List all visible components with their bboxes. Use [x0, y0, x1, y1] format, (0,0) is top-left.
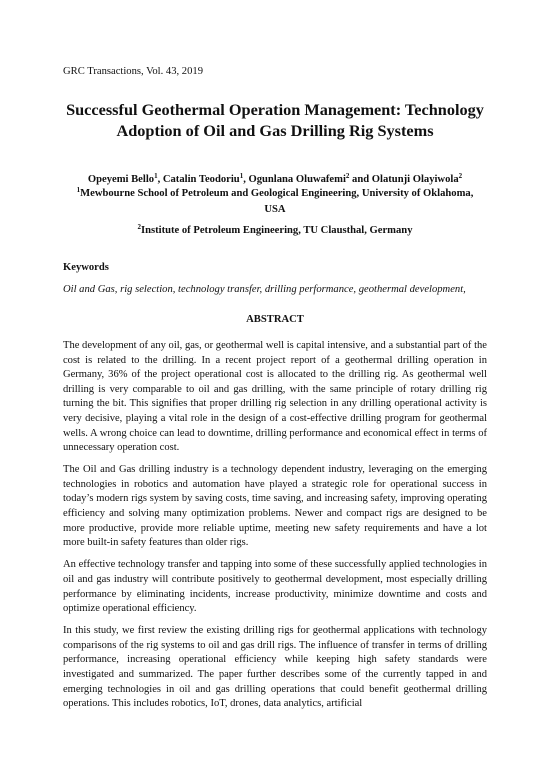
- author-list: [40, 174, 510, 185]
- affiliation-1-marker: 1: [76, 186, 81, 194]
- abstract-paragraph: In this study, we first review the existing drilling rigs for geothermal applications with technology comparisons of the rig systems to oil and gas drill rigs. The influence of transfer in terms of drilling performance, increasing operational efficiency while keeping high safety standards were investigated and summarized. The paper further describes some of the currently tapped in and emerging technologies in oil and gas drilling operations that could benefit geothermal drilling operations. This includes robotics, IoT, drones, data analytics, artificial: [63, 625, 487, 710]
- author-name: Olatunji Olayiwola: [371, 174, 459, 185]
- author-separator: ,: [157, 174, 163, 185]
- author-affiliation-marker: 2: [345, 172, 350, 180]
- affiliation-1-text: Mewbourne School of Petroleum and Geological Engineering, University of Oklahoma, USA: [80, 188, 474, 215]
- affiliation-2: [70, 223, 480, 239]
- author-name: Ogunlana Oluwafemi: [248, 174, 346, 185]
- affiliation-2-marker: 2: [137, 223, 141, 231]
- author-separator: and: [349, 174, 372, 185]
- affiliation-2-text: Institute of Petroleum Engineering, TU Clausthal, Germany: [140, 225, 413, 236]
- abstract-paragraph: An effective technology transfer and tapping into some of these successfully applied technologies in oil and gas industry will contribute positively to geothermal development, most especially drilling performance by eliminating incidents, increase productivity, minimize downtime and costs and optimize operational efficiency.: [63, 559, 487, 615]
- abstract-paragraph: The development of any oil, gas, or geothermal well is capital intensive, and a substantial part of the cost is related to the drilling. In a recent project report of a geothermal drilling operation in Germany, 36% of the project operational cost is allocated to the drilling rig. As geothermal well drilling is very comparable to oil and gas drilling, with the same principle of rotary drilling rig turning the bit. This signifies that proper drilling rig selection in any drilling operational activity is very decisive, playing a vital role in the design of a cost-effective drilling program for geothermal wells. A wrong choice can lead to downtime, drilling performance and economical effect in terms of unnecessary operation cost.: [63, 340, 487, 454]
- paper-title: Successful Geothermal Operation Management: Technology Adoption of Oil and Gas Drilling Rig Systems: [66, 100, 484, 140]
- author-name: Catalin Teodoriu: [162, 174, 240, 185]
- abstract-heading: ABSTRACT: [246, 314, 304, 325]
- author-name: Opeyemi Bello: [87, 174, 155, 185]
- abstract-body: [63, 339, 487, 719]
- affiliation-1: [70, 186, 480, 217]
- keywords-text: Oil and Gas, rig selection, technology transfer, drilling performance, geothermal development,: [63, 284, 466, 295]
- journal-header: GRC Transactions, Vol. 43, 2019: [63, 66, 203, 77]
- abstract-paragraph: The Oil and Gas drilling industry is a technology dependent industry, leveraging on the emerging technologies in robotics and automation have played a strategic role for operational success in today’s modern rigs system by saving costs, time saving, and increasing safety, improving operating efficiency and solving many optimization problems. Newer and compact rigs are designed to be more productive, provide more reliable uptime, meeting new safety requirements and have a lot more built-in safety features than older rigs.: [63, 464, 487, 549]
- author-affiliation-marker: 1: [154, 172, 158, 180]
- author-affiliation-marker: 2: [458, 172, 463, 180]
- author-affiliation-marker: 1: [239, 172, 244, 180]
- keywords-heading: Keywords: [63, 262, 109, 273]
- author-separator: ,: [243, 174, 249, 185]
